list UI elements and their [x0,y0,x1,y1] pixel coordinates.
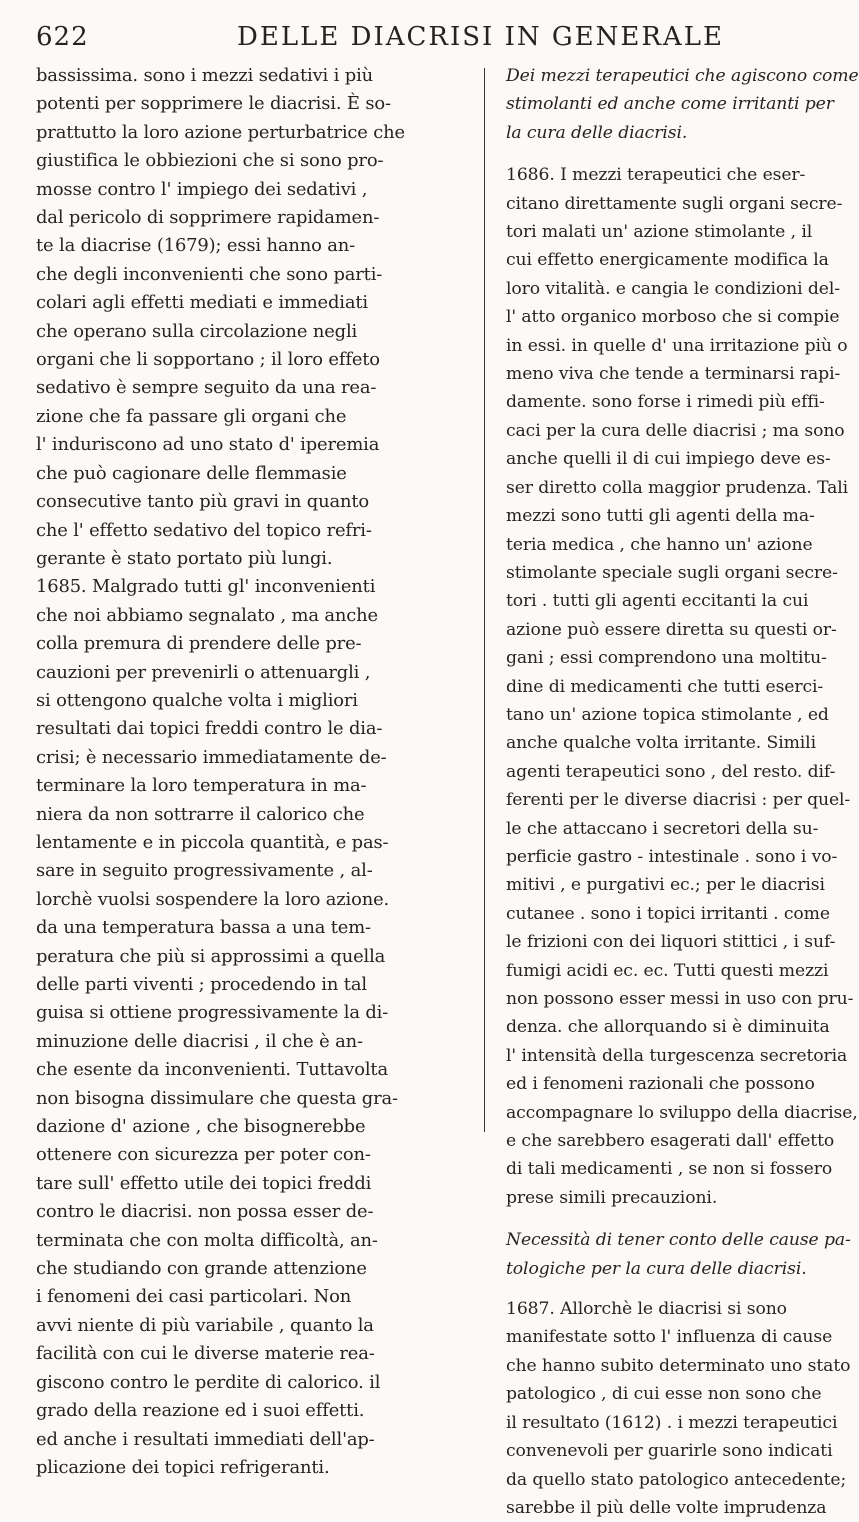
text-line: zione che fa passare gli organi che [36,405,347,427]
text-line: ottenere con sicurezza per poter con- [36,1144,371,1166]
text-line: mezzi sono tutti gli agenti della ma- [506,506,815,527]
text-line: bassissima. sono i mezzi sedativi i più [36,65,374,86]
text-line: resultati dai topici freddi contro le dia- [36,718,383,740]
text-line: niera da non sottrarre il calorico che [36,803,365,825]
text-line: non possono esser messi in uso con pru- [506,989,854,1009]
text-line: sarebbe il più delle volte imprudenza [506,1497,827,1518]
text-line: Dei mezzi terapeutici che agiscono come [506,66,859,86]
text-line: 1687. Allorchè le diacrisi si sono [506,1299,787,1320]
running-title: DELLE DIACRISI IN GENERALE [237,22,724,52]
column-divider [484,68,485,1132]
text-line: prese simili precauzioni. [506,1187,718,1208]
text-line: mitivi , e purgativi ec.; per le diacrisi [506,875,825,896]
text-line: delle parti viventi ; procedendo in tal [36,974,367,995]
text-line: crisi; è necessario immediatamente de- [36,746,387,768]
text-line: perficie gastro - intestinale . sono i vo- [506,846,838,867]
text-line: azione può essere diretta su questi or- [506,619,837,640]
text-line: si ottengono qualche volta i migliori [36,689,358,711]
text-line: in essi. in quelle d' una irritazione più o [506,335,848,356]
text-line: che noi abbiamo segnalato , ma anche [36,604,378,626]
text-line: prattutto la loro azione perturbatrice che [36,121,405,143]
text-line: lentamente e in piccola quantità, e pas- [36,831,389,853]
paragraph-1687 [506,1295,851,1522]
section-heading-stimulants [506,62,859,147]
text-line: ed anche i resultati immediati dell'ap- [36,1428,375,1450]
text-line: stimolante speciale sugli organi secre- [506,562,838,583]
text-line: stimolanti ed anche come irritanti per [506,94,834,115]
text-line: anche quelli il di cui impiego deve es- [506,449,831,470]
text-line: cutanee . sono i topici irritanti . come [506,903,830,924]
text-line: giustifica le obbiezioni che si sono pro- [36,150,384,172]
text-line: che studiando con grande attenzione [36,1258,367,1280]
text-line: agenti terapeutici sono , del resto. dif- [506,761,836,782]
text-line: l' atto organico morboso che si compie [506,307,840,328]
spacer [506,1212,770,1226]
text-line: colla premura di prendere delle pre- [36,633,362,655]
text-line: peratura che più si approssimi a quella [36,945,386,967]
text-line: che hanno subito determinato uno stato [506,1355,851,1376]
section-heading-causes [506,1226,851,1283]
text-line: contro le diacrisi. non possa esser de- [36,1201,374,1223]
text-line: consecutive tanto più gravi in quanto [36,491,370,513]
text-line: cauzioni per prevenirli o attenuargli , [36,661,371,683]
text-line: che esente da inconvenienti. Tuttavolta [36,1059,388,1081]
text-line: da quello stato patologico antecedente; [506,1469,847,1490]
text-line: il resultato (1612) . i mezzi terapeutici [506,1412,838,1433]
text-line: caci per la cura delle diacrisi ; ma sono [506,420,845,441]
text-line: mosse contro l' impiego dei sedativi , [36,178,368,200]
left-column [36,62,472,1482]
text-line: manifestate sotto l' influenza di cause [506,1327,833,1348]
text-line: denza. che allorquando si è diminuita [506,1017,830,1038]
text-line: anche qualche volta irritante. Simili [506,733,816,754]
text-line: dal pericolo di sopprimere rapidamen- [36,207,380,229]
text-line: organi che li sopportano ; il loro effeto [36,349,380,371]
text-line: colari agli effetti mediati e immediati [36,292,369,314]
text-line: minuzione delle diacrisi , il che è an- [36,1030,363,1052]
text-line: accompagnare lo sviluppo della diacrise, [506,1102,858,1123]
text-line: sare in seguito progressivamente , al- [36,860,373,882]
text-line: 1686. I mezzi terapeutici che eser- [506,165,806,186]
text-line: che può cagionare delle flemmasie [36,462,347,484]
text-line: fumigi acidi ec. ec. Tutti questi mezzi [506,960,829,981]
text-line: facilità con cui le diverse materie rea- [36,1343,375,1365]
text-line: ser diretto colla maggior prudenza. Tali [506,477,849,498]
text-line: l' intensità della turgescenza secretoria [506,1045,848,1066]
text-line: e che sarebbero esagerati dall' effetto [506,1131,835,1152]
text-line: tano un' azione topica stimolante , ed [506,704,829,725]
page-number: 622 [36,22,89,52]
text-line: te la diacrise (1679); essi hanno an- [36,235,356,257]
text-line: dine di medicamenti che tutti eserci- [506,676,824,697]
text-line: grado della reazione ed i suoi effetti. [36,1400,365,1422]
text-line: plicazione dei topici refrigeranti. [36,1456,330,1478]
text-line: che operano sulla circolazione negli [36,320,358,342]
text-line: le frizioni con dei liquori stittici , i suf- [506,932,836,953]
text-line: convenevoli per guarirle sono indicati [506,1441,833,1462]
text-line: giscono contro le perdite di calorico. il [36,1371,381,1393]
running-header [0,22,800,62]
text-line: l' induriscono ad uno stato d' iperemia [36,434,380,456]
text-line: tare sull' effetto utile dei topici freddi [36,1172,372,1194]
text-line: avvi niente di più variabile , quanto la [36,1314,374,1336]
text-line: teria medica , che hanno un' azione [506,534,813,555]
text-line: sedativo è sempre seguito da una rea- [36,377,377,399]
text-line: i fenomeni dei casi particolari. Non [36,1286,352,1308]
text-line: gerante è stato portato più lungi. [36,547,333,569]
text-line: tori . tutti gli agenti eccitanti la cui [506,591,809,612]
text-line: da una temperatura bassa a una tem- [36,917,371,939]
text-line: lorchè vuolsi sospendere la loro azione. [36,888,390,910]
text-line: loro vitalità. e cangia le condizioni del- [506,278,840,299]
text-line: tori malati un' azione stimolante , il [506,222,813,243]
text-line: che l' effetto sedativo del topico refri- [36,519,372,541]
paragraph-1686 [506,161,858,1212]
text-line: che degli inconvenienti che sono parti- [36,263,383,285]
text-line: damente. sono forse i rimedi più effi- [506,392,825,413]
text-line: non bisogna dissimulare che questa gra- [36,1087,398,1109]
text-line: le che attaccano i secretori della su- [506,818,819,839]
text-line: guisa si ottiene progressivamente la di- [36,1002,389,1024]
text-line: Necessità di tener conto delle cause pa- [506,1230,851,1251]
text-line: gani ; essi comprendono una moltitu- [506,648,827,669]
right-column [506,62,859,1522]
text-line: tologiche per la cura delle diacrisi. [506,1258,807,1279]
spacer [506,1283,770,1295]
spacer [506,147,770,161]
text-line: meno viva che tende a terminarsi rapi- [506,364,841,385]
text-line: dazione d' azione , che bisognerebbe [36,1116,366,1138]
text-line: terminare la loro temperatura in ma- [36,775,367,797]
text-line: ferenti per le diverse diacrisi : per quel- [506,790,851,811]
text-line: citano direttamente sugli organi secre- [506,193,843,214]
text-line: di tali medicamenti , se non si fossero [506,1159,833,1180]
text-line: potenti per sopprimere le diacrisi. È so- [36,93,391,115]
text-line: ed i fenomeni razionali che possono [506,1074,815,1095]
text-line: cui effetto energicamente modifica la [506,250,829,271]
text-line: patologico , di cui esse non sono che [506,1384,822,1405]
text-line: la cura delle diacrisi. [506,122,688,143]
text-line: terminata che con molta difficoltà, an- [36,1229,378,1251]
text-line: 1685. Malgrado tutti gl' inconvenienti [36,576,376,598]
